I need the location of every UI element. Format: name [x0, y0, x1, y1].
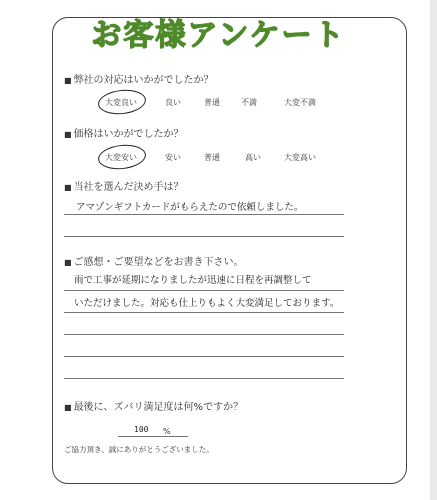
service-option-normal[interactable]: 普通 — [204, 98, 220, 107]
price-option-cheap[interactable]: 安い — [165, 153, 181, 162]
price-option-very-cheap[interactable]: 大変安い — [105, 153, 137, 162]
square-bullet-icon: ■ — [64, 183, 72, 192]
answer-rule — [64, 214, 344, 215]
answer-rule — [64, 290, 344, 291]
satisfaction-value: 100 — [134, 425, 149, 434]
service-option-good[interactable]: 良い — [165, 98, 181, 107]
comments-answer-line-1: 雨で工事が延期になりましたが迅速に日程を再調整して — [74, 275, 312, 286]
question-satisfaction-text: 最後に、ズバリ満足度は何%ですか？ — [73, 402, 244, 413]
service-option-dissatisfied[interactable]: 不満 — [241, 98, 257, 107]
answer-rule — [64, 334, 344, 335]
thank-you-note: ご協力頂き、誠にありがとうございました。 — [64, 445, 214, 454]
service-option-very-dissatisfied[interactable]: 大変不満 — [284, 98, 316, 107]
comments-answer-line-2: いただけました。対応も仕上りもよく大変満足しております。 — [74, 298, 340, 309]
service-option-very-good[interactable]: 大変良い — [105, 98, 137, 107]
reason-answer-line-1: アマゾンギフトカードがもらえたので依頼しました。 — [76, 202, 304, 213]
answer-rule — [64, 378, 344, 379]
square-bullet-icon: ■ — [64, 258, 72, 267]
price-option-expensive[interactable]: 高い — [245, 153, 261, 162]
question-comments — [64, 256, 244, 270]
answer-rule — [64, 236, 344, 237]
question-service-text: 弊社の対応はいかがでしたか？ — [73, 75, 214, 86]
price-option-normal[interactable]: 普通 — [204, 153, 220, 162]
square-bullet-icon: ■ — [64, 130, 72, 139]
question-price — [64, 128, 184, 142]
satisfaction-rule — [118, 436, 188, 437]
question-comments-text: ご感想・ご要望などをお書き下さい。 — [73, 257, 244, 268]
answer-rule — [64, 356, 344, 357]
survey-title: お客様アンケート — [91, 18, 346, 53]
question-price-text: 価格はいかがでしたか？ — [73, 129, 184, 140]
question-reason — [64, 181, 184, 195]
question-service — [64, 74, 214, 88]
page-edge — [430, 0, 437, 500]
price-option-very-expensive[interactable]: 大変高い — [284, 153, 316, 162]
satisfaction-unit: % — [163, 427, 171, 436]
square-bullet-icon: ■ — [64, 403, 72, 412]
square-bullet-icon: ■ — [64, 76, 72, 85]
question-reason-text: 当社を選んだ決め手は？ — [73, 182, 184, 193]
question-satisfaction — [64, 401, 243, 415]
answer-rule — [64, 312, 344, 313]
